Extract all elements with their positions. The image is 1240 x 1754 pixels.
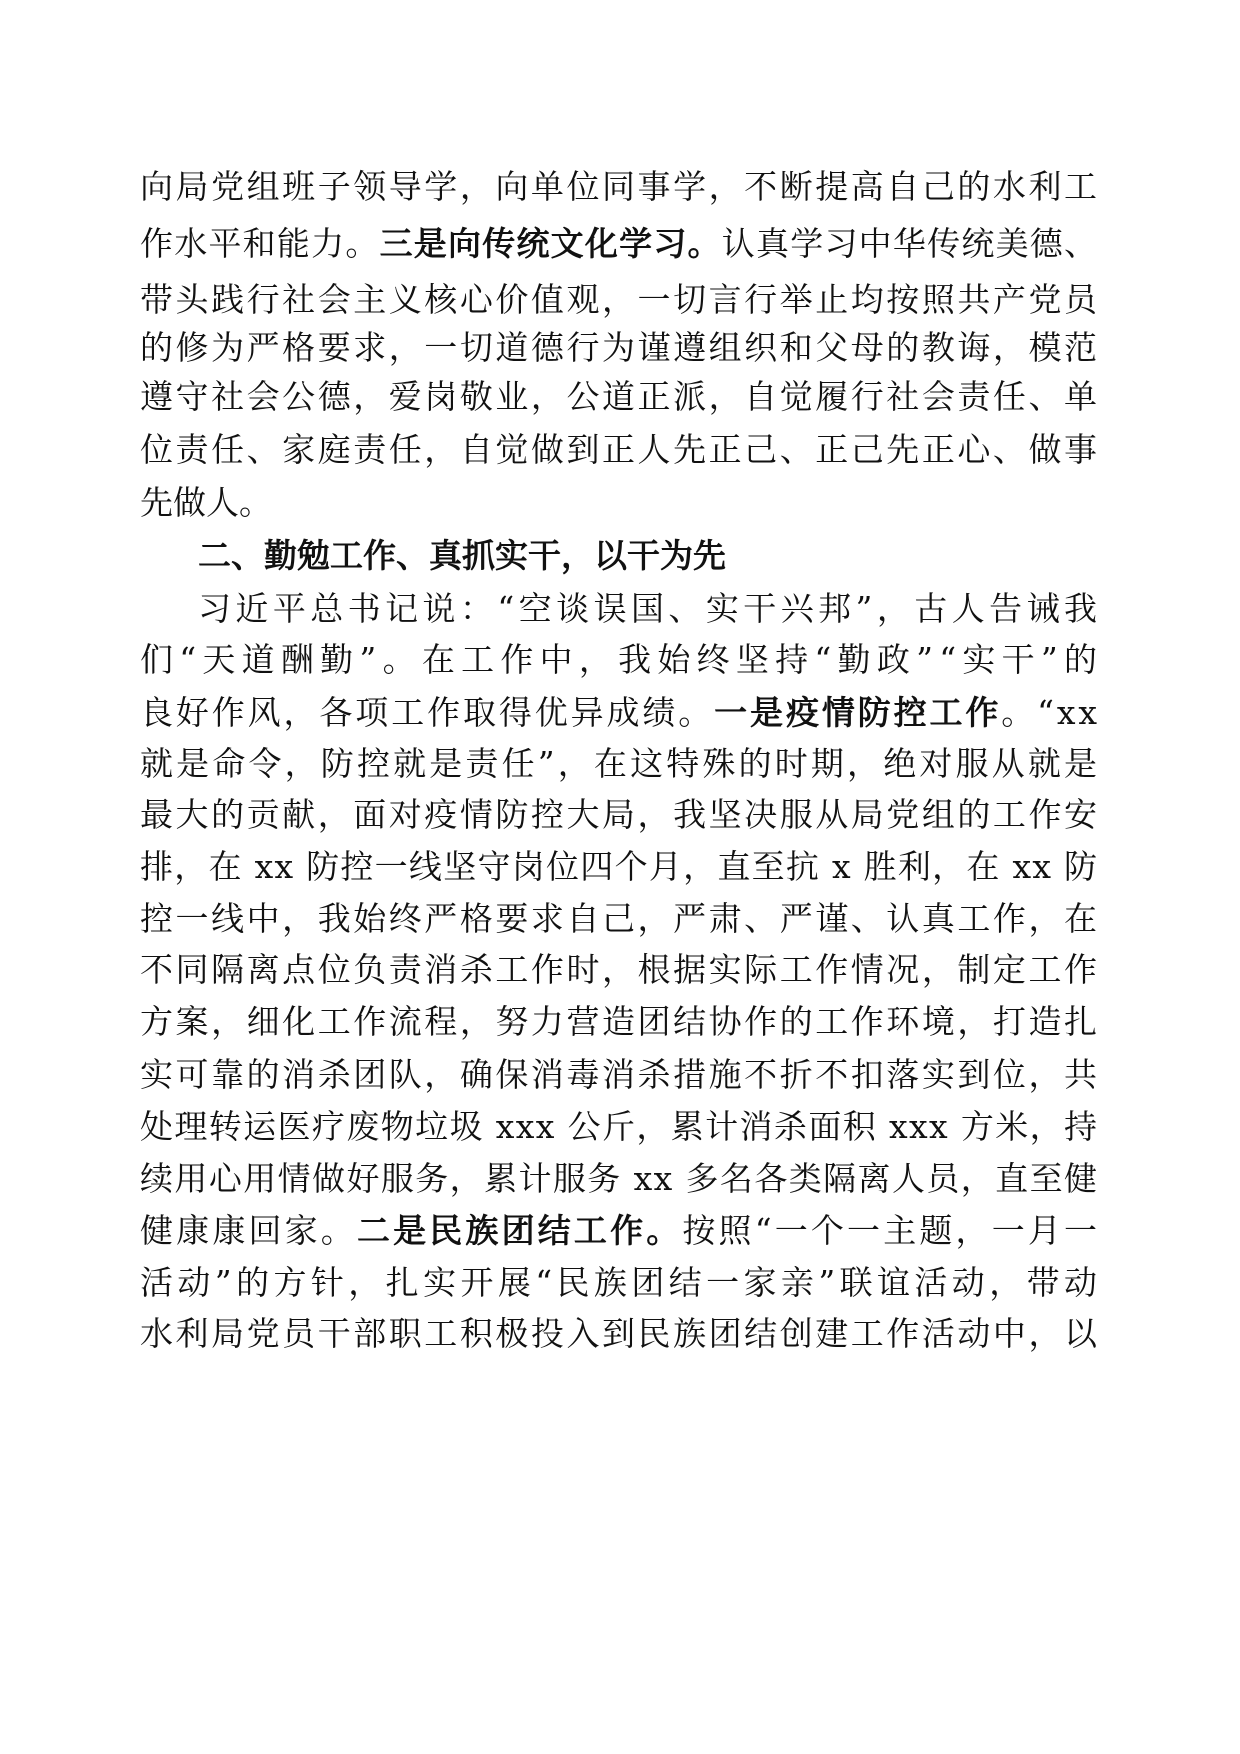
text-run: 水利局党员干部职工积极投入到民族团结创建工作活动中，以 bbox=[140, 1314, 1100, 1353]
paragraph-line bbox=[140, 369, 1100, 425]
text-run: 先做人。 bbox=[140, 483, 272, 522]
paragraph-line bbox=[140, 216, 1098, 272]
paragraph-line bbox=[140, 1047, 1100, 1103]
bold-text-run: 二是民族团结工作。 bbox=[356, 1211, 683, 1250]
text-run: 按照“一个一主题，一月一 bbox=[682, 1211, 1101, 1250]
paragraph-line bbox=[140, 1099, 1098, 1155]
paragraph-line bbox=[198, 581, 1101, 637]
paragraph-line bbox=[140, 685, 1100, 741]
text-run: 最大的贡献，面对疫情防控大局，我坚决服从局党组的工作安 bbox=[140, 795, 1100, 834]
text-run: 们“天道酬勤”。在工作中，我始终坚持“勤政”“实干”的 bbox=[140, 640, 1104, 679]
text-run: 续用心用情做好服务，累计服务 xx 多名各类隔离人员，直至健 bbox=[140, 1159, 1099, 1198]
text-run: 遵守社会公德，爱岗敬业，公道正派，自觉履行社会责任、单 bbox=[140, 377, 1100, 416]
text-run: 带头践行社会主义核心价值观，一切言行举止均按照共产党员 bbox=[140, 280, 1100, 319]
bold-text-run: 一是疫情防控工作 bbox=[714, 693, 1002, 732]
text-run: 就是命令，防控就是责任”，在这特殊的时期，绝对服从就是 bbox=[140, 744, 1101, 783]
paragraph-line bbox=[140, 942, 1100, 998]
paragraph-line bbox=[140, 159, 1100, 215]
bold-text-run: 二、勤勉工作、真抓实干，以干为先 bbox=[198, 536, 726, 575]
text-run: 作水平和能力。 bbox=[140, 224, 380, 263]
text-run: 处理转运医疗废物垃圾 xxx 公斤，累计消杀面积 xxx 方米，持 bbox=[140, 1107, 1099, 1146]
text-run: 向局党组班子领导学，向单位同事学，不断提高自己的水利工 bbox=[140, 167, 1100, 206]
paragraph-line bbox=[140, 320, 1100, 376]
paragraph-line bbox=[140, 994, 1100, 1050]
text-run: 习近平总书记说：“空谈误国、实干兴邦”，古人告诫我 bbox=[198, 589, 1102, 628]
text-run: 的修为严格要求，一切道德行为谨遵组织和父母的教诲，模范 bbox=[140, 328, 1100, 367]
text-run: 。“xx bbox=[1001, 693, 1100, 732]
paragraph-line bbox=[140, 1306, 1100, 1362]
paragraph-line bbox=[140, 736, 1100, 792]
text-run: 良好作风，各项工作取得优异成绩。 bbox=[140, 693, 715, 732]
paragraph-line bbox=[140, 475, 272, 531]
text-run: 位责任、家庭责任，自觉做到正人先正己、正己先正心、做事 bbox=[140, 430, 1100, 469]
paragraph-line bbox=[140, 1203, 1100, 1259]
paragraph-line bbox=[140, 839, 1098, 895]
text-run: 不同隔离点位负责消杀工作时，根据实际工作情况，制定工作 bbox=[140, 950, 1100, 989]
section-heading bbox=[198, 528, 726, 584]
text-run: 活动”的方针，扎实开展“民族团结一家亲”联谊活动，带动 bbox=[140, 1263, 1102, 1302]
paragraph-line bbox=[140, 787, 1100, 843]
text-run: 控一线中，我始终严格要求自己，严肃、严谨、认真工作，在 bbox=[140, 899, 1100, 938]
text-run: 排，在 xx 防控一线坚守岗位四个月，直至抗 x 胜利，在 xx 防 bbox=[140, 847, 1099, 886]
paragraph-line bbox=[140, 1151, 1098, 1207]
text-run: 方案，细化工作流程，努力营造团结协作的工作环境，打造扎 bbox=[140, 1002, 1100, 1041]
paragraph-line bbox=[140, 632, 1103, 688]
paragraph-line bbox=[140, 891, 1100, 947]
paragraph-line bbox=[140, 1255, 1101, 1311]
text-run: 认真学习中华传统美德、 bbox=[721, 224, 1099, 263]
text-run: 实可靠的消杀团队，确保消毒消杀措施不折不扣落实到位，共 bbox=[140, 1055, 1100, 1094]
text-run: 健康康回家。 bbox=[140, 1211, 357, 1250]
bold-text-run: 三是向传统文化学习。 bbox=[379, 224, 722, 263]
paragraph-line bbox=[140, 422, 1100, 478]
